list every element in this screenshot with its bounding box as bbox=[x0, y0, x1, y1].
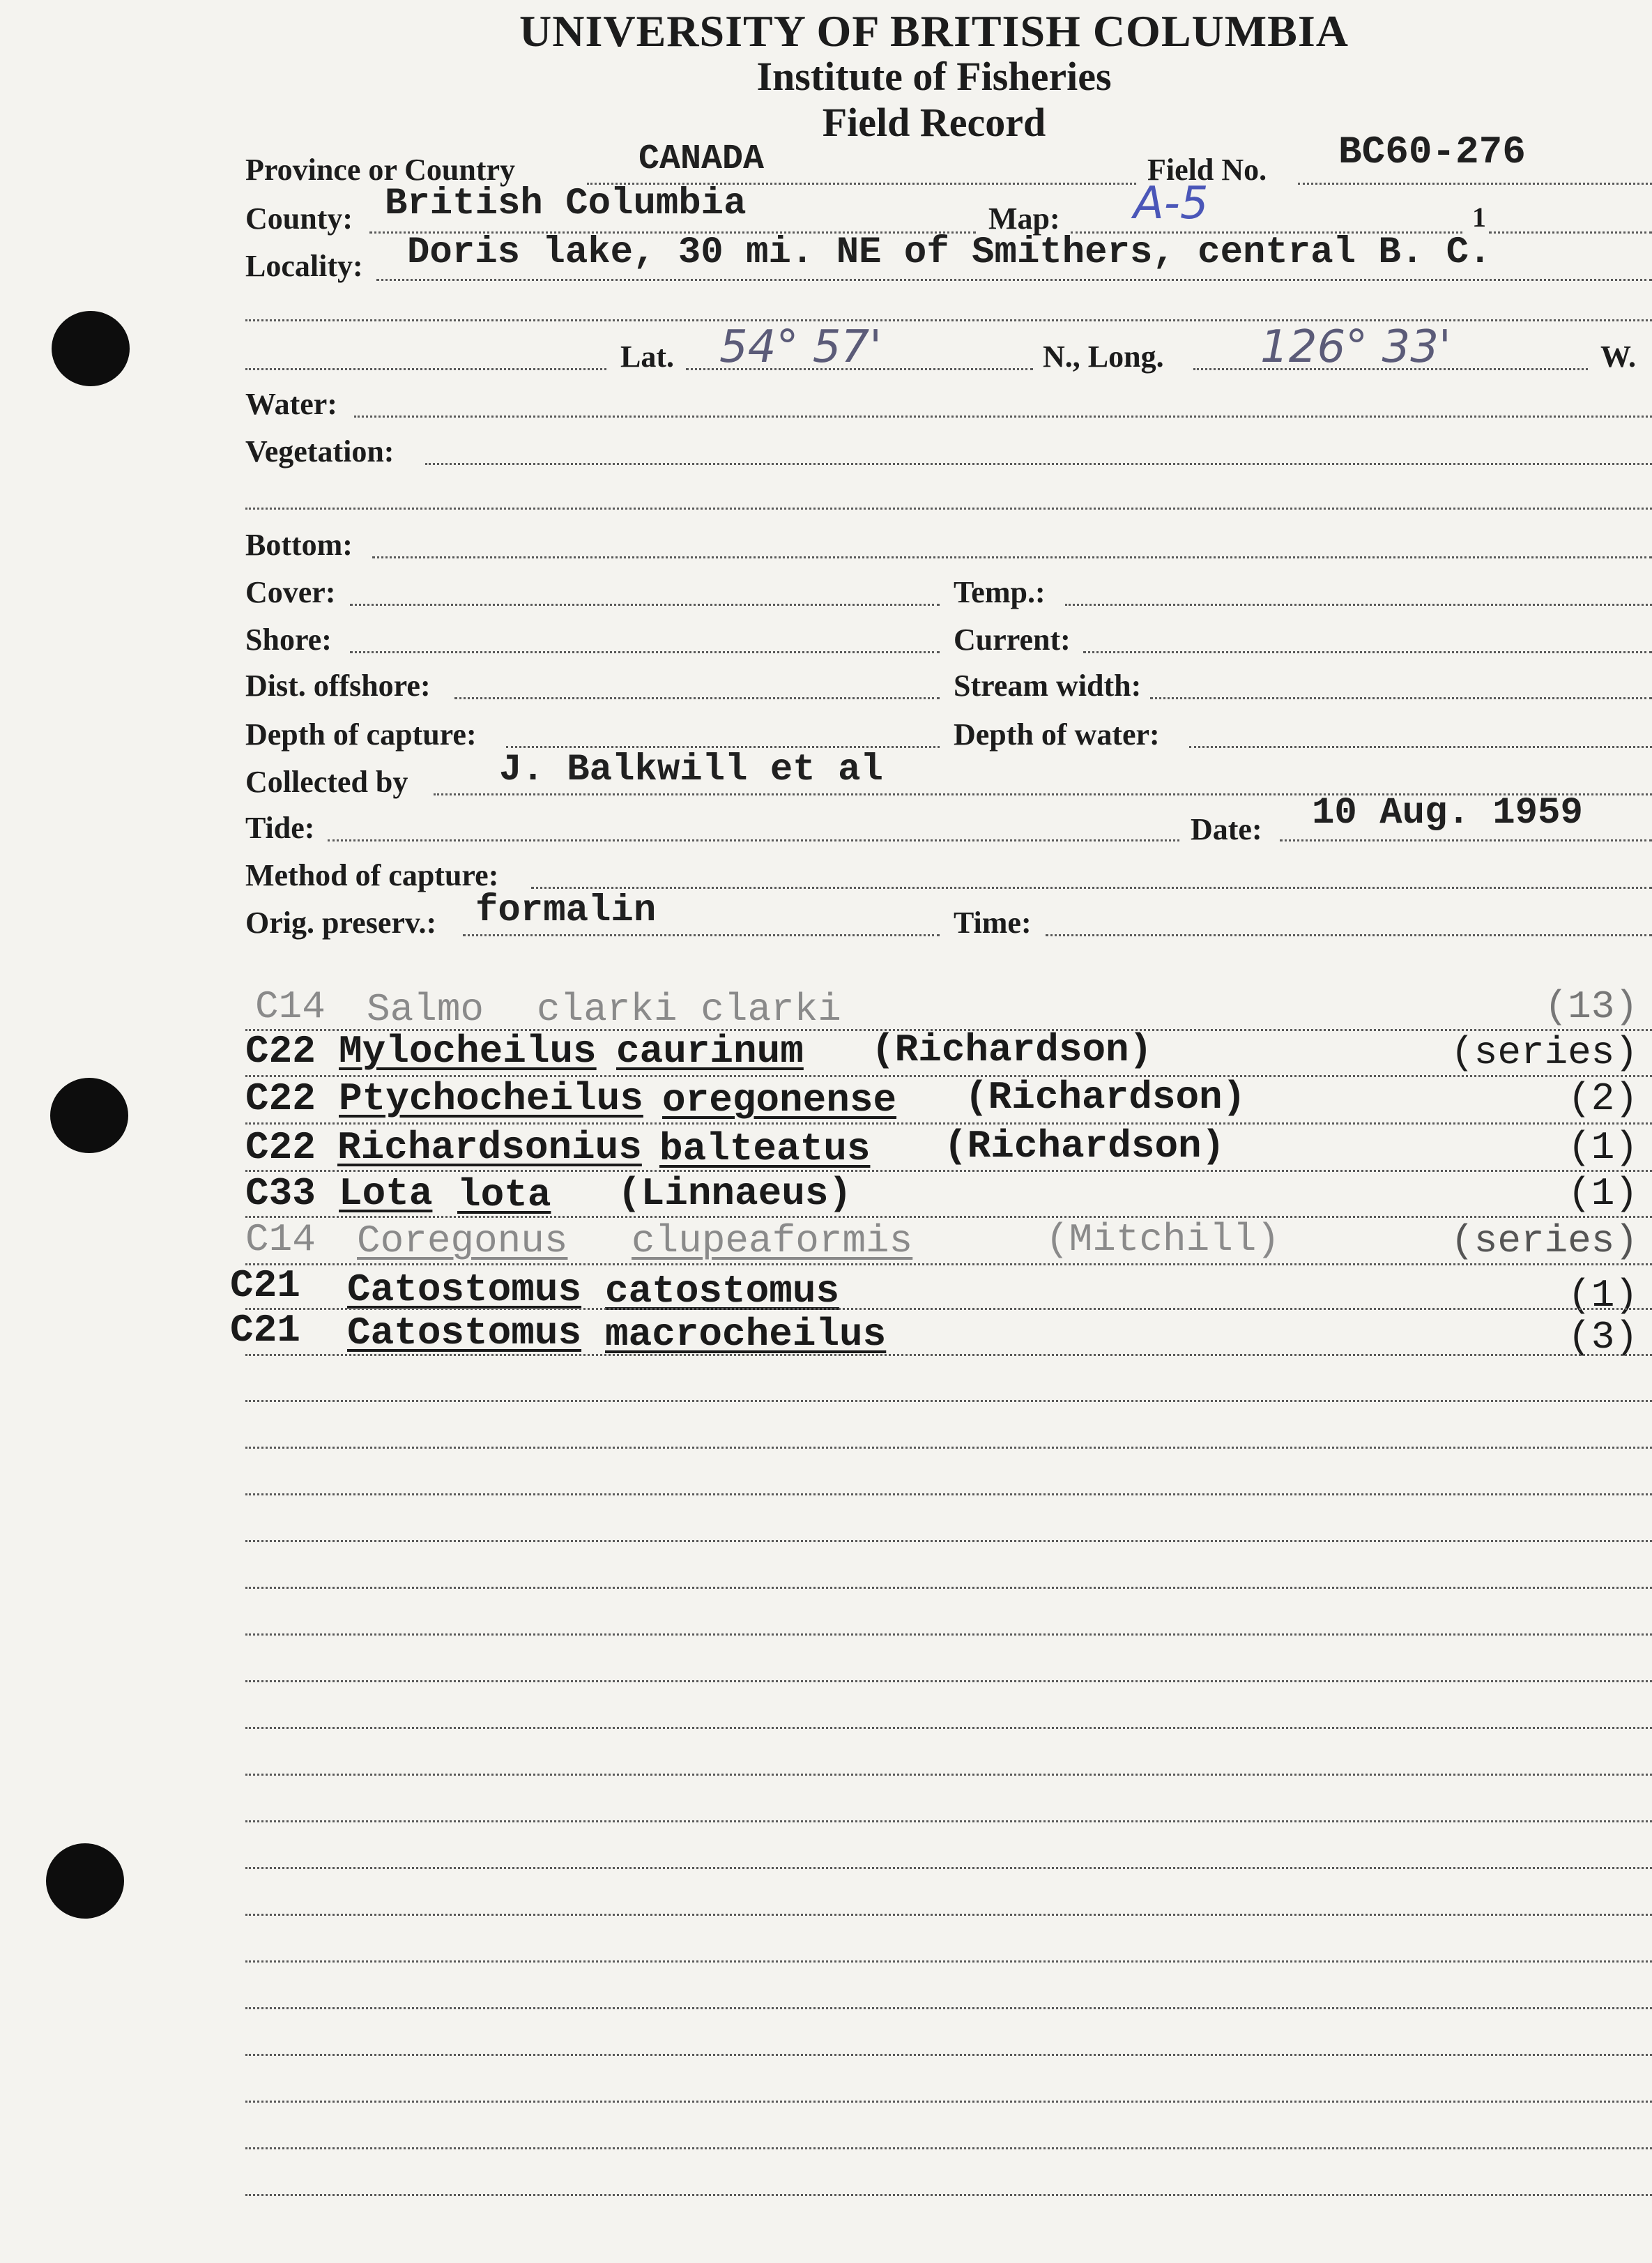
species-count: (2) bbox=[1568, 1076, 1638, 1121]
species-code: C21 bbox=[230, 1308, 300, 1353]
vegetation-label: Vegetation: bbox=[245, 434, 395, 468]
orig-preserv-line bbox=[463, 934, 940, 936]
species-line bbox=[245, 1263, 1652, 1265]
map-label: Map: bbox=[988, 201, 1060, 236]
species-count: (1) bbox=[1568, 1273, 1638, 1318]
dist-offshore-label: Dist. offshore: bbox=[245, 669, 431, 703]
temp-label: Temp.: bbox=[954, 575, 1046, 609]
species-epithet: lota bbox=[457, 1173, 551, 1217]
species-author: (Mitchill) bbox=[1046, 1217, 1280, 1262]
long-value: 126° 33' bbox=[1260, 321, 1451, 373]
institute-title: Institute of Fisheries bbox=[756, 54, 1112, 99]
species-author: (Richardson) bbox=[965, 1075, 1246, 1120]
field-no-label: Field No. bbox=[1147, 153, 1267, 187]
species-line bbox=[245, 1308, 1652, 1310]
shore-line bbox=[350, 651, 940, 653]
species-genus: Lota bbox=[339, 1171, 433, 1216]
bottom-label: Bottom: bbox=[245, 528, 353, 562]
tide-label: Tide: bbox=[245, 811, 315, 845]
method-line bbox=[531, 887, 1652, 889]
species-code: C21 bbox=[230, 1263, 300, 1308]
species-genus: Richardsonius bbox=[337, 1125, 642, 1170]
blank-ruled-line bbox=[245, 1400, 1652, 1402]
orig-preserv-label: Orig. preserv.: bbox=[245, 906, 437, 940]
blank-ruled-line bbox=[245, 1447, 1652, 1449]
lat-prefix-line bbox=[245, 368, 606, 370]
bottom-line bbox=[372, 556, 1652, 558]
long-label: N., Long. bbox=[1043, 340, 1164, 374]
stream-width-line bbox=[1150, 697, 1652, 699]
species-count: (series) bbox=[1451, 1219, 1638, 1263]
blank-ruled-line bbox=[245, 2147, 1652, 2149]
species-epithet: clupeaformis bbox=[632, 1219, 913, 1263]
species-author: (Linnaeus) bbox=[618, 1171, 852, 1216]
collected-by-value: J. Balkwill et al bbox=[499, 749, 883, 791]
orig-preserv-value: formalin bbox=[475, 890, 657, 932]
species-epithet: balteatus bbox=[659, 1127, 871, 1171]
species-line bbox=[245, 1354, 1652, 1356]
date-value: 10 Aug. 1959 bbox=[1312, 792, 1583, 835]
locality-value: Doris lake, 30 mi. NE of Smithers, central B. C. bbox=[407, 231, 1492, 274]
time-label: Time: bbox=[954, 906, 1032, 940]
map-suffix-line bbox=[1489, 231, 1652, 234]
species-code: C22 bbox=[245, 1029, 316, 1074]
stream-width-label: Stream width: bbox=[954, 669, 1142, 703]
species-genus: Salmo bbox=[367, 987, 484, 1032]
depth-capture-line bbox=[506, 746, 940, 748]
species-epithet: oregonense bbox=[662, 1078, 897, 1122]
species-line bbox=[245, 1216, 1652, 1218]
blank-ruled-line bbox=[245, 1774, 1652, 1776]
locality-line bbox=[376, 279, 1652, 281]
blank-ruled-line bbox=[245, 2054, 1652, 2056]
method-label: Method of capture: bbox=[245, 858, 499, 892]
current-line bbox=[1083, 651, 1652, 653]
field-no-line bbox=[1298, 183, 1652, 185]
species-epithet: macrocheilus bbox=[605, 1312, 887, 1357]
species-code: C14 bbox=[255, 984, 326, 1029]
university-title: UNIVERSITY OF BRITISH COLUMBIA bbox=[519, 6, 1349, 56]
county-value: British Columbia bbox=[385, 183, 747, 225]
species-author: (Richardson) bbox=[944, 1124, 1225, 1168]
species-epithet: caurinum bbox=[616, 1029, 804, 1074]
species-code: C22 bbox=[245, 1076, 316, 1121]
blank-ruled-line bbox=[245, 1914, 1652, 1916]
species-line bbox=[245, 1170, 1652, 1172]
cover-line bbox=[350, 604, 940, 606]
lat-value: 54° 57' bbox=[719, 321, 882, 373]
blank-ruled-line bbox=[245, 1633, 1652, 1636]
vegetation-line bbox=[425, 463, 1652, 465]
blank-ruled-line bbox=[245, 2194, 1652, 2196]
collected-by-label: Collected by bbox=[245, 765, 408, 799]
depth-water-label: Depth of water: bbox=[954, 717, 1160, 752]
dist-offshore-line bbox=[454, 697, 940, 699]
species-code: C14 bbox=[245, 1217, 316, 1262]
map-suffix: 1 bbox=[1472, 201, 1486, 233]
species-code: C33 bbox=[245, 1171, 316, 1216]
locality-label: Locality: bbox=[245, 249, 363, 283]
blank-ruled-line bbox=[245, 1960, 1652, 1963]
species-count: (13) bbox=[1544, 984, 1638, 1029]
depth-capture-label: Depth of capture: bbox=[245, 717, 477, 752]
blank-ruled-line bbox=[245, 2007, 1652, 2009]
species-genus: Coregonus bbox=[357, 1219, 568, 1263]
species-genus: Ptychocheilus bbox=[339, 1076, 643, 1121]
species-code: C22 bbox=[245, 1125, 316, 1170]
species-count: (series) bbox=[1451, 1030, 1638, 1075]
species-count: (3) bbox=[1568, 1315, 1638, 1359]
blank-ruled-line bbox=[245, 1493, 1652, 1495]
west-label: W. bbox=[1600, 340, 1636, 374]
current-label: Current: bbox=[954, 623, 1071, 657]
vegetation-line-2 bbox=[245, 508, 1652, 510]
species-genus: Catostomus bbox=[347, 1311, 582, 1355]
county-label: County: bbox=[245, 201, 353, 236]
binder-hole-top bbox=[52, 311, 130, 386]
cover-label: Cover: bbox=[245, 575, 336, 609]
date-line bbox=[1280, 839, 1652, 841]
lat-label: Lat. bbox=[620, 340, 674, 374]
species-epithet: catostomus bbox=[605, 1269, 840, 1313]
tide-line bbox=[328, 839, 1179, 841]
blank-ruled-line bbox=[245, 1727, 1652, 1729]
time-line bbox=[1046, 934, 1652, 936]
field-no-value: BC60-276 bbox=[1338, 130, 1526, 174]
map-value: A-5 bbox=[1133, 178, 1209, 229]
blank-ruled-line bbox=[245, 1820, 1652, 1822]
species-count: (1) bbox=[1568, 1171, 1638, 1216]
province-label: Province or Country bbox=[245, 153, 515, 187]
water-label: Water: bbox=[245, 387, 337, 421]
depth-water-line bbox=[1189, 746, 1652, 748]
blank-ruled-line bbox=[245, 1680, 1652, 1682]
species-author: (Richardson) bbox=[871, 1028, 1153, 1072]
blank-ruled-line bbox=[245, 2101, 1652, 2103]
water-line bbox=[354, 416, 1652, 418]
shore-label: Shore: bbox=[245, 623, 332, 657]
province-value: CANADA bbox=[638, 139, 765, 179]
blank-ruled-line bbox=[245, 1587, 1652, 1589]
species-genus: Catostomus bbox=[347, 1267, 582, 1312]
species-genus: Mylocheilus bbox=[339, 1029, 597, 1074]
temp-line bbox=[1065, 604, 1652, 606]
species-epithet: clarki clarki bbox=[537, 987, 841, 1032]
record-type-title: Field Record bbox=[822, 100, 1046, 145]
blank-ruled-line bbox=[245, 1867, 1652, 1869]
binder-hole-bottom bbox=[46, 1843, 124, 1919]
date-label: Date: bbox=[1191, 812, 1262, 846]
blank-ruled-line bbox=[245, 1540, 1652, 1542]
species-count: (1) bbox=[1568, 1125, 1638, 1170]
binder-hole-middle bbox=[50, 1078, 128, 1153]
